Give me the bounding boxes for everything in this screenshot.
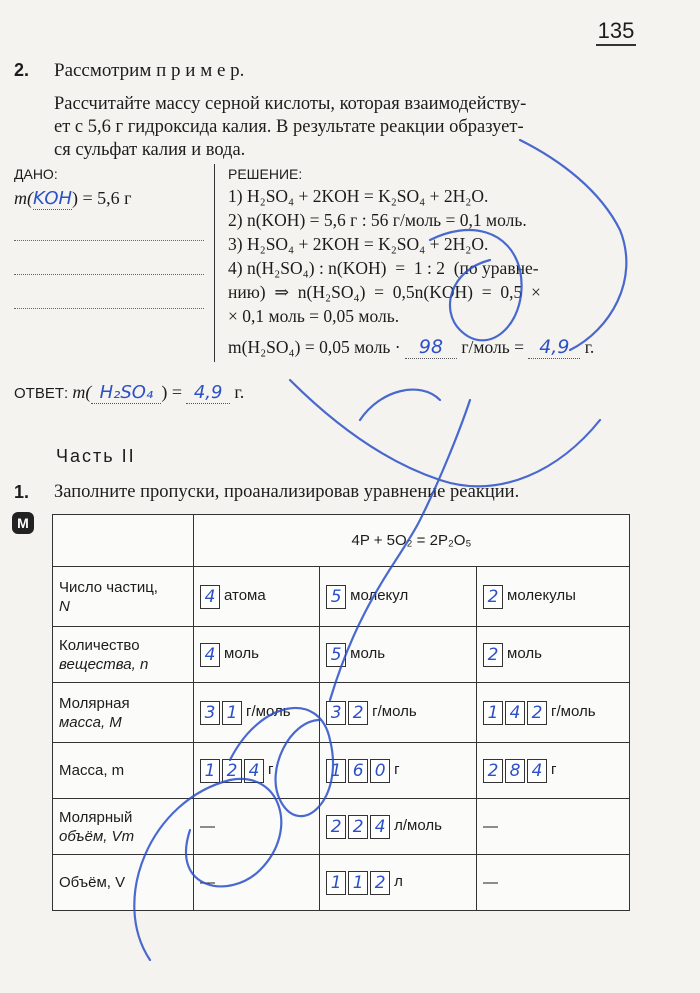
value-cell <box>477 627 630 683</box>
value-cell <box>194 683 320 743</box>
dano-label: ДАНО: <box>14 166 58 182</box>
answer-digit-box[interactable]: 2 <box>483 585 503 609</box>
row-label-symbol: N <box>59 597 70 615</box>
page-number: 135 <box>596 18 636 46</box>
task1-text: Заполните пропуски, проанализировав уравнение реакции. <box>54 482 520 502</box>
answer-digit-box[interactable]: 2 <box>370 871 390 895</box>
value-cell <box>320 627 477 683</box>
unit-label: л/моль <box>394 817 442 835</box>
value-cell <box>320 855 477 911</box>
value-cell <box>477 855 630 911</box>
row-label-symbol: вещества, n <box>59 655 149 673</box>
answer-digit-box[interactable]: 8 <box>505 759 525 783</box>
value-cell <box>194 567 320 627</box>
equation-cell <box>194 515 630 567</box>
empty-dash: — <box>200 818 215 835</box>
unit-label: г/моль <box>372 703 417 721</box>
answer-boxes <box>200 701 242 725</box>
unit-label: г/моль <box>551 703 596 721</box>
table-row <box>53 743 630 799</box>
table-corner-cell <box>53 515 194 567</box>
row-label-cell <box>53 743 194 799</box>
unit-label: моль <box>350 645 386 663</box>
answer-digit-box[interactable]: 2 <box>527 701 547 725</box>
value-cell <box>320 567 477 627</box>
unit-label: г/моль <box>246 703 291 721</box>
mass-prefix: m(H₂SO₄) = 0,05 моль · <box>228 337 401 357</box>
unit-label: моль <box>224 645 259 663</box>
task2-number: 2. <box>14 60 30 80</box>
answer-handwritten-substance: H₂SO₄ <box>91 382 161 404</box>
answer-digit-box[interactable]: 4 <box>244 759 264 783</box>
task2-problem-line2: ет с 5,6 г гидроксида калия. В результате реакции образует- <box>54 117 524 137</box>
ink-stroke-k <box>290 380 600 486</box>
answer-digit-box[interactable]: 4 <box>200 585 220 609</box>
answer-digit-box[interactable]: 2 <box>326 815 346 839</box>
answer-label: ОТВЕТ: <box>14 385 69 402</box>
dano-blank-line-2 <box>14 274 204 275</box>
table-row <box>53 567 630 627</box>
answer-digit-box[interactable]: 1 <box>200 759 220 783</box>
task2-heading: Рассмотрим п р и м е р. <box>54 60 245 81</box>
mass-handwritten-molar: 98 <box>405 336 457 359</box>
answer-digit-box[interactable]: 4 <box>370 815 390 839</box>
answer-boxes <box>483 759 547 783</box>
value-cell <box>320 683 477 743</box>
value-cell <box>194 627 320 683</box>
mass-suffix: г. <box>584 337 595 357</box>
row-label: Число частиц, <box>59 578 158 596</box>
answer-digit-box[interactable]: 1 <box>326 871 346 895</box>
reshenie-label: РЕШЕНИЕ: <box>228 166 303 182</box>
table-row <box>53 799 630 855</box>
ink-stroke-accent <box>360 390 440 420</box>
answer-digit-box[interactable]: 0 <box>370 759 390 783</box>
unit-label: л <box>394 873 403 891</box>
answer-handwritten-value: 4,9 <box>186 382 230 404</box>
answer-digit-box[interactable]: 2 <box>222 759 242 783</box>
answer-digit-box[interactable]: 3 <box>200 701 220 725</box>
empty-dash: — <box>483 818 499 835</box>
task1-badge: М <box>12 512 34 534</box>
answer-boxes <box>326 871 390 895</box>
answer-boxes <box>326 643 346 667</box>
table-row <box>53 683 630 743</box>
reaction-table <box>52 514 630 911</box>
part-title: Часть II <box>56 446 136 466</box>
value-cell <box>477 567 630 627</box>
answer-digit-box[interactable]: 2 <box>348 701 368 725</box>
row-label: Молярный <box>59 808 133 826</box>
row-label-cell <box>53 683 194 743</box>
answer-prefix: m( <box>72 382 92 402</box>
answer-boxes <box>483 585 503 609</box>
row-label-cell <box>53 627 194 683</box>
unit-label: моль <box>507 645 542 663</box>
solution-divider <box>214 164 215 362</box>
answer-digit-box[interactable]: 5 <box>326 643 346 667</box>
answer-boxes <box>200 585 220 609</box>
row-label-cell <box>53 567 194 627</box>
dano-prefix: m( <box>14 188 33 208</box>
answer-digit-box[interactable]: 2 <box>483 759 503 783</box>
solution-mass-line <box>228 336 594 359</box>
row-label-cell <box>53 855 194 911</box>
dano-handwritten-koh: KOH <box>33 188 73 209</box>
table-row <box>53 627 630 683</box>
dano-blank-line-3 <box>14 308 204 309</box>
value-cell <box>194 799 320 855</box>
answer-line <box>14 382 244 404</box>
value-cell <box>320 799 477 855</box>
task1-number: 1. <box>14 482 30 502</box>
answer-boxes <box>483 701 547 725</box>
unit-label: г <box>551 761 557 779</box>
answer-digit-box[interactable]: 6 <box>348 759 368 783</box>
answer-digit-box[interactable]: 4 <box>527 759 547 783</box>
answer-boxes <box>326 701 368 725</box>
answer-digit-box[interactable]: 2 <box>348 815 368 839</box>
row-label: Масса, m <box>59 762 125 779</box>
solution-step4a: 4) n(H₂SO₄) : n(KOH) = 1 : 2 (по уравне- <box>228 258 539 278</box>
ink-stroke-top <box>520 140 626 350</box>
solution-step1: 1) H₂SO₄ + 2KOH = K₂SO₄ + 2H₂O. <box>228 186 489 206</box>
empty-dash: — <box>483 874 499 891</box>
row-label: Объём, V <box>59 874 126 891</box>
answer-boxes <box>200 759 264 783</box>
value-cell <box>477 743 630 799</box>
value-cell <box>477 799 630 855</box>
mass-mid: г/моль = <box>461 337 524 357</box>
table-header-row <box>53 515 630 567</box>
answer-digit-box[interactable]: 4 <box>200 643 220 667</box>
task2-problem-line3: ся сульфат калия и вода. <box>54 140 246 160</box>
unit-label: г <box>394 761 400 779</box>
dano-blank-line-1 <box>14 240 204 241</box>
solution-step4c: × 0,1 моль = 0,05 моль. <box>228 306 400 326</box>
answer-suffix: г. <box>234 382 245 402</box>
answer-digit-box[interactable]: 5 <box>326 585 346 609</box>
dano-suffix: ) = 5,6 г <box>72 188 132 208</box>
mass-handwritten-result: 4,9 <box>528 336 580 359</box>
unit-label: молекулы <box>507 587 576 605</box>
answer-boxes <box>326 815 390 839</box>
solution-step3: 3) H₂SO₄ + 2KOH = K₂SO₄ + 2H₂O. <box>228 234 489 254</box>
answer-boxes <box>326 585 346 609</box>
task2-problem-line1: Рассчитайте массу серной кислоты, которая взаимодейству- <box>54 94 527 114</box>
solution-step2: 2) n(KOH) = 5,6 г : 56 г/моль = 0,1 моль. <box>228 210 527 230</box>
row-label: Количество <box>59 636 140 654</box>
answer-mid: ) = <box>161 382 182 402</box>
answer-digit-box[interactable]: 2 <box>483 643 503 667</box>
empty-dash: — <box>200 874 215 891</box>
answer-digit-box[interactable]: 1 <box>348 871 368 895</box>
value-cell <box>477 683 630 743</box>
unit-label: атома <box>224 587 266 605</box>
answer-digit-box[interactable]: 4 <box>505 701 525 725</box>
value-cell <box>194 743 320 799</box>
answer-digit-box[interactable]: 1 <box>326 759 346 783</box>
row-label-symbol: масса, M <box>59 713 122 731</box>
answer-boxes <box>200 643 220 667</box>
reaction-equation: 4P + 5O₂ = 2P₂O₅ <box>351 532 472 549</box>
answer-boxes <box>483 643 503 667</box>
unit-label: г <box>268 761 274 779</box>
answer-digit-box[interactable]: 3 <box>326 701 346 725</box>
answer-digit-box[interactable]: 1 <box>483 701 503 725</box>
value-cell <box>194 855 320 911</box>
dano-line <box>14 188 132 210</box>
table-row <box>53 855 630 911</box>
unit-label: молекул <box>350 587 409 605</box>
row-label: Молярная <box>59 694 130 712</box>
row-label-symbol: объём, Vm <box>59 827 135 845</box>
answer-digit-box[interactable]: 1 <box>222 701 242 725</box>
value-cell <box>320 743 477 799</box>
row-label-cell <box>53 799 194 855</box>
answer-boxes <box>326 759 390 783</box>
solution-step4b: нию) ⇒ n(H₂SO₄) = 0,5n(KOH) = 0,5 × <box>228 282 541 302</box>
